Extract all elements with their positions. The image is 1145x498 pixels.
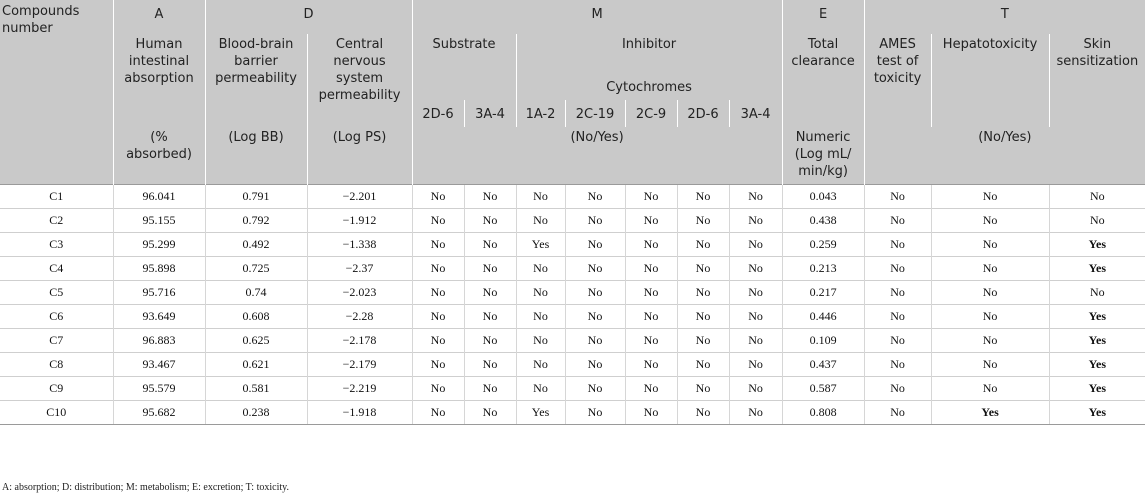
cns-header: Central nervous system permeability [307, 34, 412, 127]
table-cell: No [931, 353, 1049, 377]
table-cell: No [625, 233, 677, 257]
table-cell: 0.581 [205, 377, 307, 401]
skin-sensitization-header: Skin sensitization [1049, 34, 1145, 127]
table-cell: No [931, 305, 1049, 329]
table-cell: 0.437 [782, 353, 864, 377]
table-cell: 95.299 [113, 233, 205, 257]
table-cell: 0.238 [205, 401, 307, 425]
table-cell: No [516, 281, 565, 305]
group-header-e: E [782, 0, 864, 34]
table-cell: 93.467 [113, 353, 205, 377]
table-cell: 95.579 [113, 377, 205, 401]
table-cell: No [412, 353, 464, 377]
compound-id-cell: C1 [0, 185, 113, 209]
table-cell: 96.883 [113, 329, 205, 353]
table-cell: No [931, 209, 1049, 233]
table-cell: No [677, 305, 729, 329]
table-cell: No [464, 353, 516, 377]
compound-id-cell: C6 [0, 305, 113, 329]
table-cell: No [412, 209, 464, 233]
table-cell: No [931, 233, 1049, 257]
table-cell: No [729, 377, 782, 401]
table-cell: No [464, 209, 516, 233]
table-cell: No [864, 401, 931, 425]
table-cell: No [625, 257, 677, 281]
ames-header: AMES test of toxicity [864, 34, 931, 127]
table-cell: Yes [516, 233, 565, 257]
table-cell: Yes [1049, 329, 1145, 353]
compounds-number-header: Compounds number [0, 0, 113, 185]
table-cell: No [464, 329, 516, 353]
table-cell: No [412, 329, 464, 353]
table-cell: No [864, 353, 931, 377]
table-cell: No [412, 257, 464, 281]
table-cell: No [412, 401, 464, 425]
table-row [0, 185, 1145, 209]
table-cell: No [931, 329, 1049, 353]
table-cell: No [516, 257, 565, 281]
table-cell: No [565, 305, 625, 329]
table-cell: 0.438 [782, 209, 864, 233]
table-cell: No [677, 281, 729, 305]
hia-unit: (% absorbed) [113, 127, 205, 185]
table-cell: No [931, 281, 1049, 305]
table-cell: No [565, 353, 625, 377]
table-cell: 95.716 [113, 281, 205, 305]
table-cell: No [625, 305, 677, 329]
table-cell: No [625, 329, 677, 353]
group-header-d: D [205, 0, 412, 34]
bbb-unit: (Log BB) [205, 127, 307, 185]
table-row [0, 257, 1145, 281]
table-cell: No [412, 305, 464, 329]
table-cell: Yes [1049, 233, 1145, 257]
table-cell: No [464, 377, 516, 401]
table-cell: No [464, 305, 516, 329]
table-cell: 0.213 [782, 257, 864, 281]
table-cell: No [729, 401, 782, 425]
inhibitor-header: Inhibitor [516, 34, 782, 73]
table-cell: 95.155 [113, 209, 205, 233]
table-cell: Yes [516, 401, 565, 425]
table-cell: No [677, 233, 729, 257]
table-cell: No [1049, 185, 1145, 209]
table-cell: No [412, 377, 464, 401]
table-cell: No [412, 281, 464, 305]
table-cell: No [864, 209, 931, 233]
table-row [0, 305, 1145, 329]
table-cell: No [565, 401, 625, 425]
table-cell: No [625, 377, 677, 401]
table-header [0, 0, 1145, 185]
table-cell: 0.621 [205, 353, 307, 377]
table-cell: No [565, 377, 625, 401]
table-cell: −2.201 [307, 185, 412, 209]
total-clearance-header: Total clearance [782, 34, 864, 127]
table-row [0, 209, 1145, 233]
cns-unit: (Log PS) [307, 127, 412, 185]
table-cell: 0.725 [205, 257, 307, 281]
table-cell: No [864, 281, 931, 305]
substrate-header: Substrate [412, 34, 516, 100]
table-cell: No [1049, 209, 1145, 233]
cyp-header: 2C-9 [625, 100, 677, 127]
compound-id-cell: C8 [0, 353, 113, 377]
table-cell: 0.109 [782, 329, 864, 353]
table-cell: No [516, 209, 565, 233]
table-cell: No [565, 185, 625, 209]
table-cell: Yes [1049, 257, 1145, 281]
table-cell: 0.808 [782, 401, 864, 425]
table-cell: No [412, 233, 464, 257]
header-row-groups [0, 0, 1145, 34]
table-cell: 96.041 [113, 185, 205, 209]
cyp-header: 2D-6 [677, 100, 729, 127]
group-header-m: M [412, 0, 782, 34]
compound-id-cell: C4 [0, 257, 113, 281]
table-cell: No [729, 257, 782, 281]
table-cell: No [729, 353, 782, 377]
cyp-header: 1A-2 [516, 100, 565, 127]
table-cell: No [565, 257, 625, 281]
table-cell: No [464, 281, 516, 305]
table-row [0, 353, 1145, 377]
total-clearance-unit: Numeric (Log mL/ min/kg) [782, 127, 864, 185]
table-cell: −2.023 [307, 281, 412, 305]
table-cell: No [677, 329, 729, 353]
header-row-units [0, 127, 1145, 185]
table-cell: 93.649 [113, 305, 205, 329]
bbb-header: Blood-brain barrier permeability [205, 34, 307, 127]
cyp-header: 2D-6 [412, 100, 464, 127]
table-cell: 0.043 [782, 185, 864, 209]
table-cell: 0.587 [782, 377, 864, 401]
table-cell: No [864, 305, 931, 329]
table-cell: 0.492 [205, 233, 307, 257]
group-header-a: A [113, 0, 205, 34]
table-cell: No [677, 377, 729, 401]
group-header-t: T [864, 0, 1145, 34]
table-cell: −2.28 [307, 305, 412, 329]
table-row [0, 281, 1145, 305]
table-cell: No [729, 185, 782, 209]
table-cell: Yes [1049, 305, 1145, 329]
compound-id-cell: C5 [0, 281, 113, 305]
table-cell: No [864, 329, 931, 353]
table-cell: No [729, 233, 782, 257]
table-row [0, 329, 1145, 353]
table-cell: 95.682 [113, 401, 205, 425]
compound-id-cell: C2 [0, 209, 113, 233]
compound-id-cell: C9 [0, 377, 113, 401]
cyp-header: 3A-4 [729, 100, 782, 127]
table-cell: No [516, 377, 565, 401]
table-body [0, 185, 1145, 425]
compound-id-cell: C3 [0, 233, 113, 257]
table-cell: No [464, 401, 516, 425]
table-cell: 95.898 [113, 257, 205, 281]
table-cell: No [729, 329, 782, 353]
cyp-header: 2C-19 [565, 100, 625, 127]
table-cell: No [1049, 281, 1145, 305]
table-cell: No [625, 281, 677, 305]
table-cell: No [677, 185, 729, 209]
table-cell: 0.792 [205, 209, 307, 233]
table-cell: 0.625 [205, 329, 307, 353]
table-row [0, 377, 1145, 401]
table-cell: No [729, 281, 782, 305]
table-cell: No [412, 185, 464, 209]
table-cell: 0.259 [782, 233, 864, 257]
hia-header: Human intestinal absorption [113, 34, 205, 127]
table-cell: No [464, 233, 516, 257]
table-cell: No [625, 185, 677, 209]
table-cell: No [625, 209, 677, 233]
table-cell: 0.791 [205, 185, 307, 209]
table-cell: −1.912 [307, 209, 412, 233]
table-cell: No [565, 281, 625, 305]
table-row [0, 233, 1145, 257]
table-cell: −2.178 [307, 329, 412, 353]
compound-id-cell: C7 [0, 329, 113, 353]
table-cell: 0.608 [205, 305, 307, 329]
table-cell: No [931, 185, 1049, 209]
table-cell: No [565, 329, 625, 353]
table-cell: No [677, 209, 729, 233]
table-cell: −2.179 [307, 353, 412, 377]
table-cell: No [464, 185, 516, 209]
table-cell: No [864, 377, 931, 401]
cytochromes-header: Cytochromes [516, 73, 782, 100]
table-cell: 0.217 [782, 281, 864, 305]
table-cell: No [864, 257, 931, 281]
table-cell: No [729, 305, 782, 329]
table-cell: Yes [1049, 353, 1145, 377]
hepatotoxicity-header: Hepatotoxicity [931, 34, 1049, 127]
table-cell: No [464, 257, 516, 281]
table-cell: No [729, 209, 782, 233]
table-cell: No [931, 257, 1049, 281]
table-row [0, 401, 1145, 425]
table-cell: No [931, 377, 1049, 401]
table-cell: −2.219 [307, 377, 412, 401]
table-cell: 0.446 [782, 305, 864, 329]
table-cell: No [677, 257, 729, 281]
table-cell: No [565, 233, 625, 257]
header-row-params [0, 34, 1145, 73]
table-cell: No [864, 185, 931, 209]
table-cell: −2.37 [307, 257, 412, 281]
table-cell: No [516, 329, 565, 353]
table-cell: Yes [1049, 401, 1145, 425]
table-footnote: A: absorption; D: distribution; M: metabolism; E: excretion; T: toxicity. [2, 482, 289, 493]
table-cell: No [516, 305, 565, 329]
table-cell: −1.338 [307, 233, 412, 257]
table-cell: No [677, 401, 729, 425]
table-cell: No [625, 401, 677, 425]
table-cell: No [864, 233, 931, 257]
metabolism-unit: (No/Yes) [412, 127, 782, 185]
table-cell: Yes [1049, 377, 1145, 401]
table-cell: No [516, 353, 565, 377]
cyp-header: 3A-4 [464, 100, 516, 127]
table-cell: No [677, 353, 729, 377]
table-cell: No [625, 353, 677, 377]
table-cell: −1.918 [307, 401, 412, 425]
table-cell: Yes [931, 401, 1049, 425]
table-cell: No [565, 209, 625, 233]
table-cell: 0.74 [205, 281, 307, 305]
table-cell: No [516, 185, 565, 209]
compound-id-cell: C10 [0, 401, 113, 425]
toxicity-unit: (No/Yes) [864, 127, 1145, 185]
